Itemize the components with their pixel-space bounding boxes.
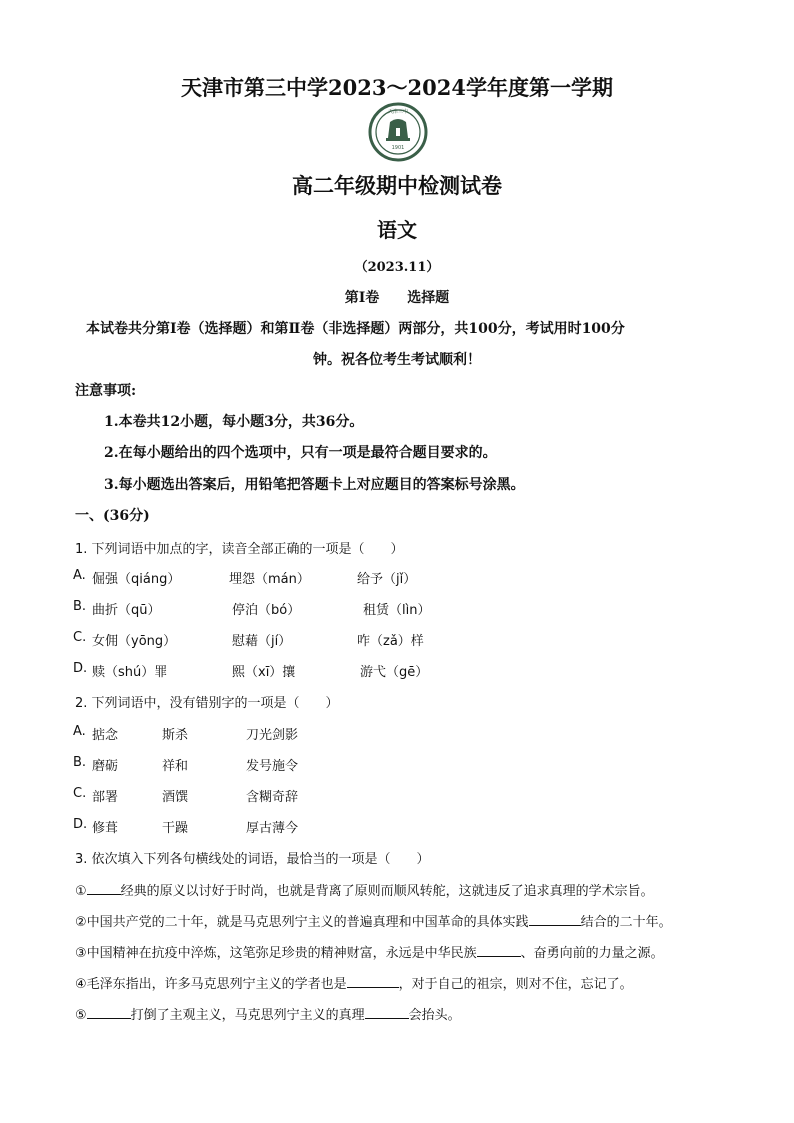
option-letter: D. [73, 817, 88, 832]
volume-title: 第Ⅰ卷 选择题 [344, 290, 450, 306]
q3-sentence-3 [75, 942, 664, 961]
option-letter: B. [73, 755, 87, 770]
sentence-text: ，对于自己的祖宗，则对不住，忘记了。 [398, 977, 633, 992]
q3-stem: 3. 依次填入下列各句横线处的词语，最恰当的一项是（ ） [75, 852, 430, 867]
option-word: 给予（jǐ） [357, 572, 417, 587]
option-word: 停泊（bó） [232, 603, 301, 618]
fill-blank [477, 944, 521, 957]
note-item-3: 3.每小题选出答案后，用铅笔把答题卡上对应题目的答案标号涂黑。 [104, 477, 525, 493]
fill-blank [87, 1006, 131, 1019]
option-word: 干躁 [162, 821, 189, 836]
fill-blank [347, 975, 399, 988]
option-letter: C. [73, 630, 87, 645]
option-word: 赎（shú）罪 [92, 665, 168, 680]
option-word: 埋怨（mán） [229, 572, 310, 587]
school-title: 天津市第三中学2023～2024学年度第一学期 [181, 75, 613, 100]
option-word: 祥和 [162, 759, 189, 774]
sentence-text: 经典的原义以讨好于时尚，也就是背离了原则而顺风转舵，这就违反了追求真理的学术宗旨。 [120, 884, 654, 899]
option-word: 租赁（lìn） [363, 603, 431, 618]
q3-sentence-2 [75, 911, 672, 930]
option-word: 熙（xī）攘 [232, 665, 296, 680]
option-word: 修葺 [92, 821, 119, 836]
option-letter: A. [73, 724, 86, 739]
q3-sentence-4 [75, 973, 633, 992]
option-word: 斯杀 [162, 728, 189, 743]
note-item-1: 1.本卷共12小题，每小题3分，共36分。 [104, 414, 364, 430]
option-letter: D. [73, 661, 88, 676]
fill-blank [365, 1006, 409, 1019]
option-letter: C. [73, 786, 87, 801]
sentence-number: ⑤ [75, 1008, 87, 1023]
option-word: 刀光剑影 [246, 728, 299, 743]
sentence-text: 会抬头。 [408, 1008, 461, 1023]
option-word: 发号施令 [246, 759, 299, 774]
option-letter: A. [73, 568, 86, 583]
option-word: 含糊奇辞 [246, 790, 299, 805]
exam-title: 高二年级期中检测试卷 [292, 173, 502, 198]
option-word: 咋（zǎ）样 [357, 634, 424, 649]
sentence-text: 结合的二十年。 [580, 915, 672, 930]
fill-blank [87, 882, 121, 895]
note-item-2: 2.在每小题给出的四个选项中，只有一项是最符合题目要求的。 [104, 445, 497, 461]
option-word: 厚古薄今 [246, 821, 299, 836]
option-word: 慰藉（jí） [232, 634, 292, 649]
section-title: 一、(36分) [75, 508, 150, 524]
option-word: 曲折（qū） [92, 603, 161, 618]
option-word: 女佣（yōng） [92, 634, 177, 649]
option-word: 酒馔 [162, 790, 189, 805]
q3-sentence-5 [75, 1004, 461, 1023]
notes-heading: 注意事项: [75, 383, 137, 399]
option-letter: B. [73, 599, 87, 614]
intro-line-2: 钟。祝各位考生考试顺利！ [313, 352, 481, 368]
q3-sentence-1 [75, 880, 654, 899]
option-word: 掂念 [92, 728, 119, 743]
subject-title: 语文 [377, 218, 417, 242]
sentence-number: ① [75, 884, 87, 899]
option-word: 游弋（gē） [360, 665, 429, 680]
school-seal-logo [362, 102, 434, 162]
exam-date: （2023.11） [354, 260, 440, 275]
sentence-text: ②中国共产党的二十年，就是马克思列宁主义的普遍真理和中国革命的具体实践 [75, 915, 529, 930]
seal-year: 1901 [391, 145, 405, 151]
sentence-text: 打倒了主观主义，马克思列宁主义的真理 [130, 1008, 365, 1023]
sentence-text: 、奋勇向前的力量之源。 [520, 946, 664, 961]
option-word: 磨砺 [92, 759, 119, 774]
option-word: 倔强（qiáng） [92, 572, 181, 587]
sentence-text: ③中国精神在抗疫中淬炼，这笔弥足珍贵的精神财富，永远是中华民族 [75, 946, 477, 961]
fill-blank [529, 913, 581, 926]
option-word: 部署 [92, 790, 119, 805]
sentence-text: ④毛泽东指出，许多马克思列宁主义的学者也是 [75, 977, 347, 992]
q2-stem: 2. 下列词语中，没有错别字的一项是（ ） [75, 696, 339, 711]
intro-line-1: 本试卷共分第Ⅰ卷（选择题）和第Ⅱ卷（非选择题）两部分，共100分，考试用时100分 [86, 321, 625, 337]
q1-stem: 1. 下列词语中加点的字，读音全部正确的一项是（ ） [75, 542, 404, 557]
seal-top-text: 天津三中 [387, 109, 409, 115]
